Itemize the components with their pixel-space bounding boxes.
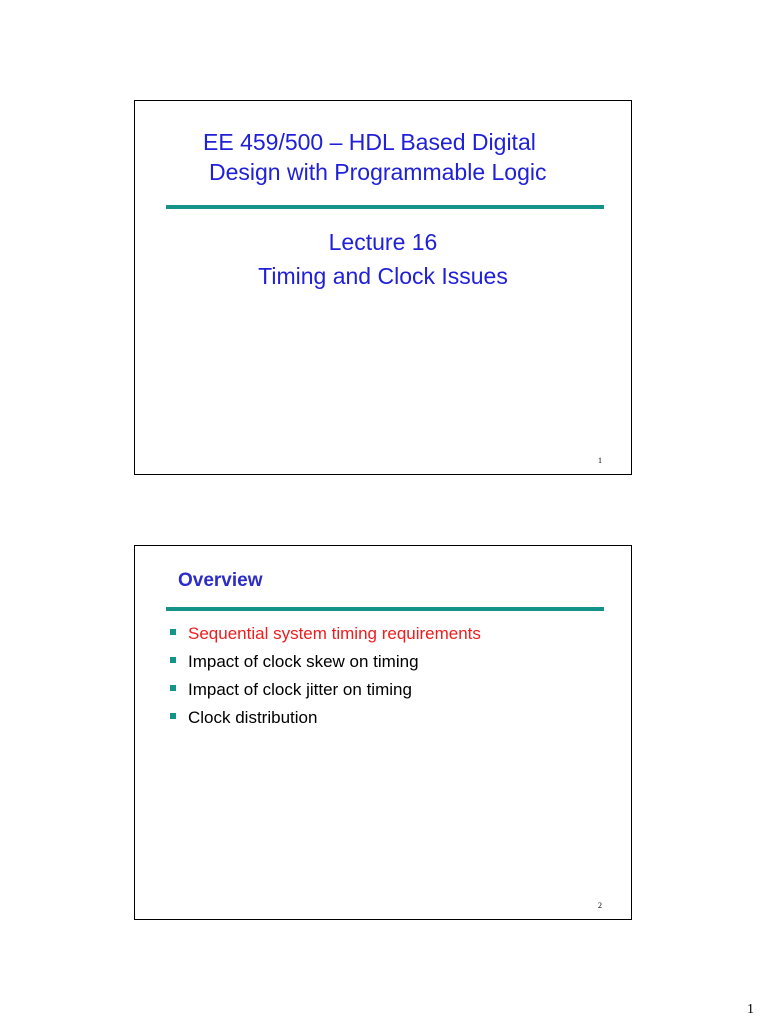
bullet-text: Sequential system timing requirements bbox=[188, 624, 481, 643]
square-bullet-icon bbox=[170, 685, 176, 691]
bullet-text: Impact of clock jitter on timing bbox=[188, 680, 412, 699]
bullet-item bbox=[170, 680, 481, 708]
slide-title-line-2: Design with Programmable Logic bbox=[209, 159, 547, 185]
bullet-item bbox=[170, 624, 481, 652]
slide-number: 2 bbox=[598, 901, 602, 910]
overview-heading: Overview bbox=[178, 570, 263, 591]
bullet-text: Impact of clock skew on timing bbox=[188, 652, 419, 671]
bullet-item bbox=[170, 708, 481, 736]
slide-2 bbox=[134, 545, 632, 920]
heading-divider bbox=[166, 607, 604, 611]
slide-1 bbox=[134, 100, 632, 475]
bullet-list bbox=[170, 624, 481, 736]
bullet-item bbox=[170, 652, 481, 680]
square-bullet-icon bbox=[170, 713, 176, 719]
square-bullet-icon bbox=[170, 629, 176, 635]
title-divider bbox=[166, 205, 604, 209]
slide-title-line-1: EE 459/500 – HDL Based Digital bbox=[203, 129, 536, 155]
bullet-text: Clock distribution bbox=[188, 708, 318, 727]
page-number: 1 bbox=[747, 1002, 754, 1017]
lecture-number: Lecture 16 bbox=[328, 229, 438, 255]
slide-number: 1 bbox=[598, 456, 602, 465]
lecture-topic: Timing and Clock Issues bbox=[258, 263, 508, 289]
square-bullet-icon bbox=[170, 657, 176, 663]
